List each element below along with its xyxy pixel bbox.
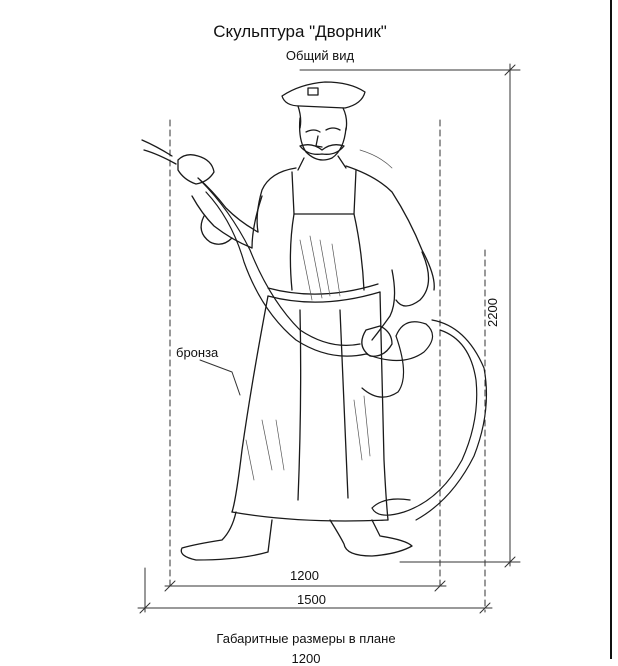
sheet-subtitle: Общий вид xyxy=(285,48,355,63)
hose-sketch xyxy=(200,180,486,520)
inner-width-dimension: 1200 xyxy=(290,568,319,583)
shading-hatch xyxy=(246,150,392,480)
height-dimension: 2200 xyxy=(484,298,500,327)
material-label: бронза xyxy=(176,345,219,360)
figure-sketch xyxy=(142,82,434,560)
plan-value-partial: 1200 xyxy=(291,651,321,666)
sheet-title: Скульптура "Дворник" xyxy=(213,22,387,41)
plan-caption: Габаритные размеры в плане xyxy=(216,631,396,646)
outer-width-dimension: 1500 xyxy=(297,592,326,607)
